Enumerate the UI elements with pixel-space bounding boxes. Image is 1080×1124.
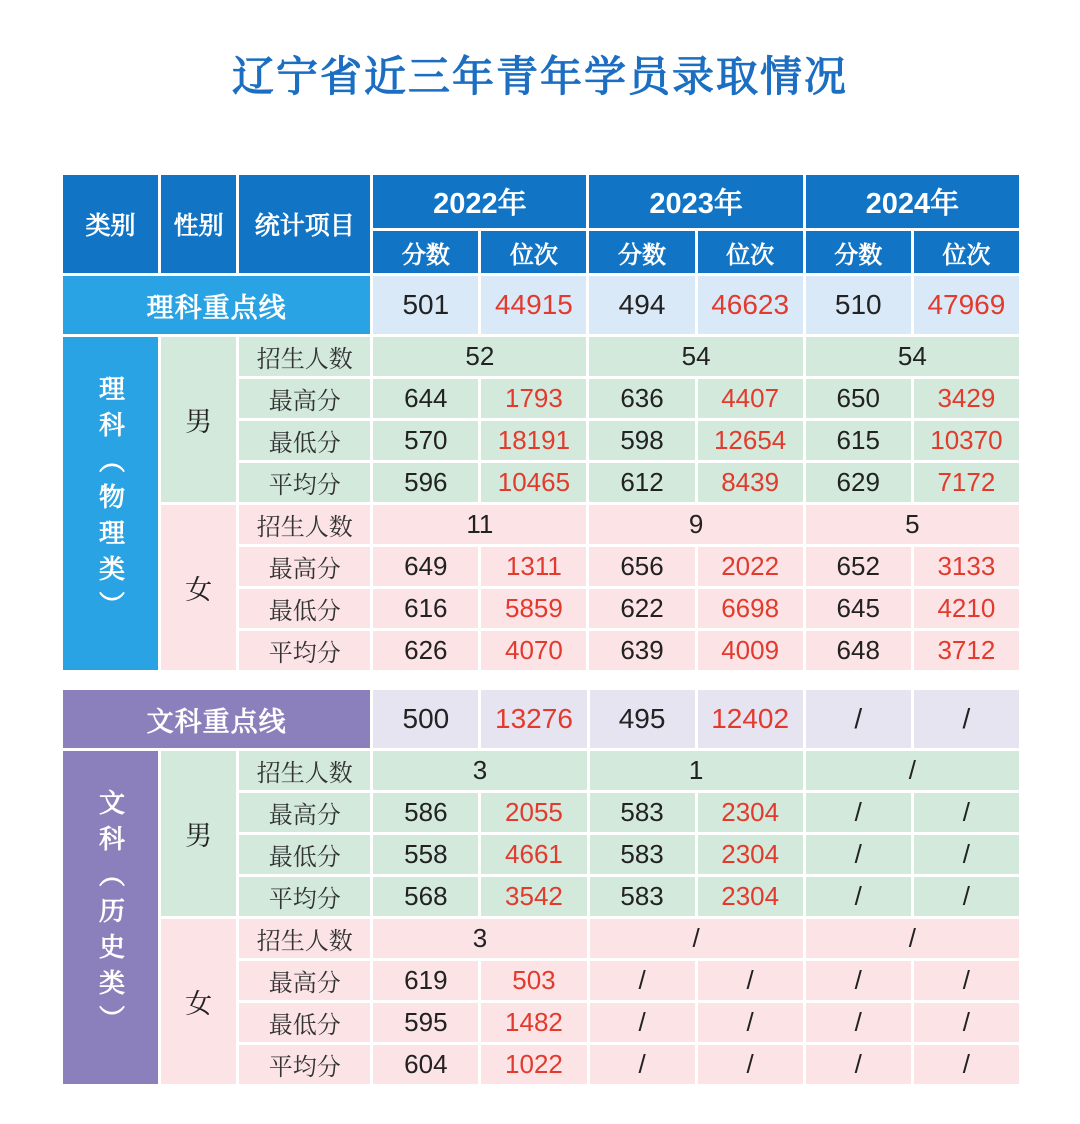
score-cell: /	[804, 1044, 912, 1086]
score-cell: 494	[588, 275, 696, 336]
enrollment-count-cell: 3	[372, 750, 588, 792]
stat-label-cell: 平均分	[238, 876, 372, 918]
enrollment-count-cell: 54	[804, 336, 1020, 378]
rank-cell: /	[912, 876, 1020, 918]
rank-cell: 12402	[696, 689, 804, 750]
stat-label-cell: 最低分	[238, 420, 372, 462]
category-cell	[62, 336, 160, 672]
score-cell: 622	[588, 588, 696, 630]
rank-cell: 1793	[480, 378, 588, 420]
rank-cell: 8439	[696, 462, 804, 504]
score-cell: 639	[588, 630, 696, 672]
header-rank: 位次	[480, 230, 588, 275]
rank-cell: 4407	[696, 378, 804, 420]
rank-cell: 12654	[696, 420, 804, 462]
rank-cell: /	[912, 792, 1020, 834]
rank-cell: /	[912, 1044, 1020, 1086]
enrollment-count-cell: 52	[372, 336, 588, 378]
score-cell: 568	[372, 876, 480, 918]
rank-cell: 7172	[912, 462, 1020, 504]
score-cell: 598	[588, 420, 696, 462]
table-section-gap	[60, 673, 1022, 687]
enrollment-row	[62, 918, 1021, 960]
score-cell: 636	[588, 378, 696, 420]
enrollment-count-cell: /	[588, 918, 804, 960]
enrollment-count-cell: /	[804, 918, 1020, 960]
keyline-label: 文科重点线	[62, 689, 372, 750]
category-cell	[62, 750, 160, 1086]
key-line-row	[62, 689, 1021, 750]
rank-cell: 2304	[696, 834, 804, 876]
enrollment-row	[62, 750, 1021, 792]
stat-label-cell: 最高分	[238, 960, 372, 1002]
enrollment-count-cell: 1	[588, 750, 804, 792]
rank-cell: 18191	[480, 420, 588, 462]
score-cell: 500	[372, 689, 480, 750]
stat-label-cell: 最高分	[238, 792, 372, 834]
score-cell: 596	[372, 462, 480, 504]
score-cell: 650	[804, 378, 912, 420]
score-cell: /	[804, 876, 912, 918]
rank-cell: 44915	[480, 275, 588, 336]
rank-cell: /	[696, 960, 804, 1002]
score-cell: 629	[804, 462, 912, 504]
key-line-row	[62, 275, 1021, 336]
rank-cell: /	[912, 689, 1020, 750]
enrollment-count-cell: 5	[804, 504, 1020, 546]
score-cell: 626	[372, 630, 480, 672]
score-cell: /	[588, 1002, 696, 1044]
gender-cell: 男	[160, 336, 238, 504]
page-title: 辽宁省近三年青年学员录取情况	[231, 53, 848, 100]
score-cell: 652	[804, 546, 912, 588]
header-rank: 位次	[912, 230, 1020, 275]
score-cell: /	[588, 1044, 696, 1086]
header-year-2023: 2023年	[588, 174, 804, 230]
keyline-label: 理科重点线	[62, 275, 372, 336]
score-cell: /	[804, 792, 912, 834]
rank-cell: 4661	[480, 834, 588, 876]
rank-cell: /	[912, 834, 1020, 876]
score-cell: /	[804, 1002, 912, 1044]
rank-cell: 4070	[480, 630, 588, 672]
category-vertical-label: 理科（物理类）	[95, 375, 126, 627]
score-cell: 612	[588, 462, 696, 504]
score-cell: /	[804, 960, 912, 1002]
header-rank: 位次	[696, 230, 804, 275]
rank-cell: /	[912, 1002, 1020, 1044]
score-cell: 586	[372, 792, 480, 834]
enrollment-count-cell: 54	[588, 336, 804, 378]
header-year-2024: 2024年	[804, 174, 1020, 230]
score-cell: 615	[804, 420, 912, 462]
stat-label-cell: 招生人数	[238, 336, 372, 378]
admissions-table-wrap	[60, 172, 1022, 1087]
score-cell: 510	[804, 275, 912, 336]
enrollment-count-cell: 9	[588, 504, 804, 546]
header-category: 类别	[62, 174, 160, 275]
rank-cell: 2304	[696, 792, 804, 834]
stat-label-cell: 最低分	[238, 1002, 372, 1044]
score-cell: /	[804, 834, 912, 876]
header-score: 分数	[804, 230, 912, 275]
header-score: 分数	[372, 230, 480, 275]
score-cell: 644	[372, 378, 480, 420]
stat-label-cell: 最低分	[238, 834, 372, 876]
stat-label-cell: 最低分	[238, 588, 372, 630]
score-cell: 583	[588, 792, 696, 834]
enrollment-row	[62, 504, 1021, 546]
enrollment-count-cell: /	[804, 750, 1020, 792]
score-cell: 645	[804, 588, 912, 630]
score-cell: 648	[804, 630, 912, 672]
admissions-table-science	[60, 172, 1022, 673]
rank-cell: 10465	[480, 462, 588, 504]
gender-cell: 男	[160, 750, 238, 918]
stat-label-cell: 招生人数	[238, 750, 372, 792]
score-cell: 583	[588, 834, 696, 876]
stat-label-cell: 最高分	[238, 546, 372, 588]
rank-cell: 4009	[696, 630, 804, 672]
rank-cell: 1311	[480, 546, 588, 588]
score-cell: 570	[372, 420, 480, 462]
header-gender: 性别	[160, 174, 238, 275]
rank-cell: 3133	[912, 546, 1020, 588]
stat-label-cell: 招生人数	[238, 504, 372, 546]
score-cell: 649	[372, 546, 480, 588]
rank-cell: 47969	[912, 275, 1020, 336]
score-cell: /	[588, 960, 696, 1002]
stat-label-cell: 平均分	[238, 630, 372, 672]
gender-cell: 女	[160, 918, 238, 1086]
rank-cell: /	[696, 1002, 804, 1044]
enrollment-row	[62, 336, 1021, 378]
category-vertical-label: 文科（历史类）	[95, 789, 126, 1041]
stat-label-cell: 平均分	[238, 462, 372, 504]
rank-cell: 3429	[912, 378, 1020, 420]
header-score: 分数	[588, 230, 696, 275]
score-cell: 501	[372, 275, 480, 336]
enrollment-count-cell: 11	[372, 504, 588, 546]
score-cell: 495	[588, 689, 696, 750]
header-stat-item: 统计项目	[238, 174, 372, 275]
rank-cell: 3542	[480, 876, 588, 918]
rank-cell: /	[696, 1044, 804, 1086]
rank-cell: 2304	[696, 876, 804, 918]
rank-cell: 6698	[696, 588, 804, 630]
gender-cell: 女	[160, 504, 238, 672]
rank-cell: 2055	[480, 792, 588, 834]
admissions-table-liberal	[60, 687, 1022, 1087]
rank-cell: 13276	[480, 689, 588, 750]
score-cell: 619	[372, 960, 480, 1002]
enrollment-count-cell: 3	[372, 918, 588, 960]
rank-cell: 10370	[912, 420, 1020, 462]
stat-label-cell: 最高分	[238, 378, 372, 420]
score-cell: /	[804, 689, 912, 750]
rank-cell: /	[912, 960, 1020, 1002]
rank-cell: 1482	[480, 1002, 588, 1044]
header-year-2022: 2022年	[372, 174, 588, 230]
score-cell: 616	[372, 588, 480, 630]
rank-cell: 1022	[480, 1044, 588, 1086]
score-cell: 656	[588, 546, 696, 588]
score-cell: 595	[372, 1002, 480, 1044]
score-cell: 558	[372, 834, 480, 876]
score-cell: 583	[588, 876, 696, 918]
rank-cell: 3712	[912, 630, 1020, 672]
rank-cell: 46623	[696, 275, 804, 336]
rank-cell: 4210	[912, 588, 1020, 630]
stat-label-cell: 平均分	[238, 1044, 372, 1086]
rank-cell: 5859	[480, 588, 588, 630]
stat-label-cell: 招生人数	[238, 918, 372, 960]
score-cell: 604	[372, 1044, 480, 1086]
rank-cell: 503	[480, 960, 588, 1002]
rank-cell: 2022	[696, 546, 804, 588]
